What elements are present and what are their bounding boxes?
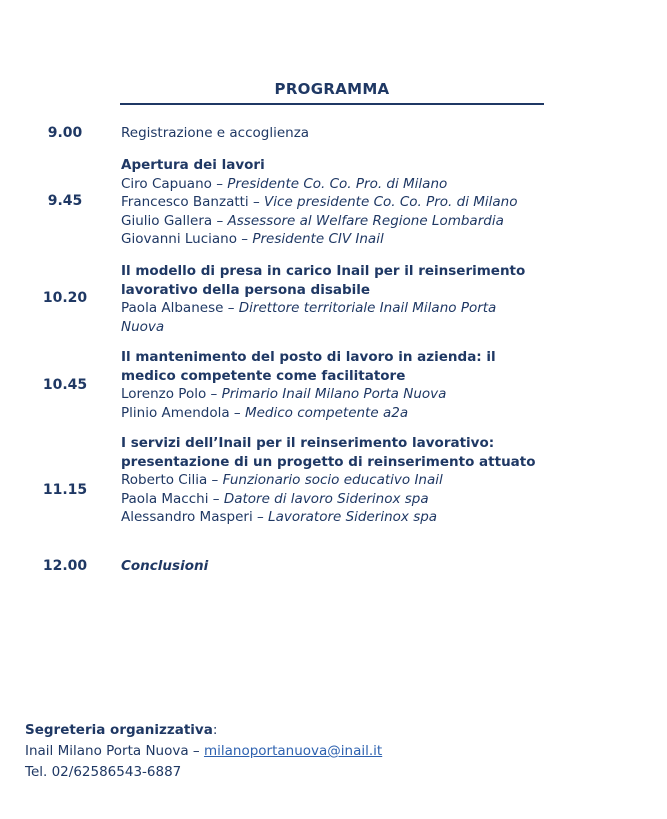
phone-line: Tel. 02/62586543-6887	[25, 764, 182, 780]
agenda-item	[121, 434, 651, 527]
secretariat-colon: :	[212, 722, 218, 738]
speaker-line: Giovanni Luciano – Presidente CIV Inail	[121, 231, 384, 247]
speaker-role: Direttore territoriale Inail Milano Porta	[238, 300, 497, 316]
time-label: 10.20	[42, 290, 88, 306]
speaker-role: Lavoratore Siderinox spa	[268, 509, 438, 525]
organizing-secretariat	[25, 720, 382, 783]
speaker-line: Plinio Amendola – Medico competente a2a	[121, 404, 409, 421]
speaker-name: Ciro Capuano	[121, 175, 212, 192]
speaker-name: Plinio Amendola	[121, 404, 230, 421]
session-heading: Il modello di presa in carico Inail per il reinserimento	[121, 263, 526, 279]
time-label: 11.15	[42, 482, 88, 498]
speaker-line: Giulio Gallera – Assessore al Welfare Regione Lombardia	[121, 212, 504, 229]
speaker-line: Ciro Capuano – Presidente Co. Co. Pro. di Milano	[121, 175, 448, 192]
time-label: 10.45	[42, 377, 88, 393]
speaker-name: Alessandro Masperi	[121, 509, 253, 525]
session-heading: Il mantenimento del posto di lavoro in azienda: il	[121, 349, 496, 365]
closing-session: Conclusioni	[121, 558, 209, 574]
speaker-line: Paola Albanese – Direttore territoriale Inail Milano Porta	[121, 300, 497, 316]
agenda-item	[121, 156, 651, 249]
speaker-line: Paola Macchi – Datore di lavoro Siderinox spa	[121, 490, 429, 507]
speaker-role: Primario Inail Milano Porta Nuova	[221, 386, 447, 402]
speaker-line: Lorenzo Polo – Primario Inail Milano Porta Nuova	[121, 386, 447, 402]
speaker-role: Presidente Co. Co. Pro. di Milano	[227, 175, 448, 192]
speaker-role: Funzionario socio educativo Inail	[222, 472, 443, 488]
speaker-name: Paola Macchi	[121, 490, 209, 507]
speaker-name: Giulio Gallera	[121, 212, 213, 229]
secretariat-heading	[25, 720, 382, 741]
speaker-role: Vice presidente Co. Co. Pro. di Milano	[264, 194, 518, 210]
speaker-line: Francesco Banzatti – Vice presidente Co. Co. Pro. di Milano	[121, 194, 518, 210]
session-heading: lavorativo della persona disabile	[121, 281, 371, 298]
office-name: Inail Milano Porta Nuova –	[25, 743, 200, 759]
speaker-name: Lorenzo Polo	[121, 386, 207, 402]
speaker-role: Nuova	[121, 318, 165, 335]
time-label: 12.00	[42, 558, 88, 574]
email-link[interactable]: milanoportanuova@inail.it	[203, 743, 383, 759]
speaker-name: Giovanni Luciano	[121, 231, 237, 247]
speaker-name: Francesco Banzatti	[121, 194, 249, 210]
agenda-item	[121, 557, 651, 576]
speaker-role: Datore di lavoro Siderinox spa	[223, 490, 429, 507]
title-underline	[120, 103, 544, 105]
speaker-line: Alessandro Masperi – Lavoratore Siderinox spa	[121, 509, 438, 525]
session-text: Registrazione e accoglienza	[121, 125, 310, 141]
speaker-name: Roberto Cilia	[121, 472, 208, 488]
contact-line	[25, 741, 382, 762]
session-heading: presentazione di un progetto di reinserimento attuato	[121, 453, 536, 470]
speaker-role: Medico competente a2a	[244, 404, 409, 421]
speaker-line: Roberto Cilia – Funzionario socio educativo Inail	[121, 472, 443, 488]
programme-title: PROGRAMMA	[274, 80, 390, 98]
speaker-name: Paola Albanese	[121, 300, 224, 316]
secretariat-label: Segreteria organizzativa	[25, 722, 213, 738]
time-label: 9.45	[47, 193, 83, 209]
agenda-item	[121, 124, 651, 143]
session-heading: I servizi dell’Inail per il reinserimento lavorativo:	[121, 435, 495, 451]
speaker-role: Presidente CIV Inail	[252, 231, 384, 247]
agenda-item	[121, 348, 651, 422]
session-heading: Apertura dei lavori	[121, 157, 265, 173]
agenda-item	[121, 262, 651, 336]
session-heading: medico competente come facilitatore	[121, 367, 406, 384]
time-label: 9.00	[47, 125, 83, 141]
speaker-role: Assessore al Welfare Regione Lombardia	[227, 212, 504, 229]
